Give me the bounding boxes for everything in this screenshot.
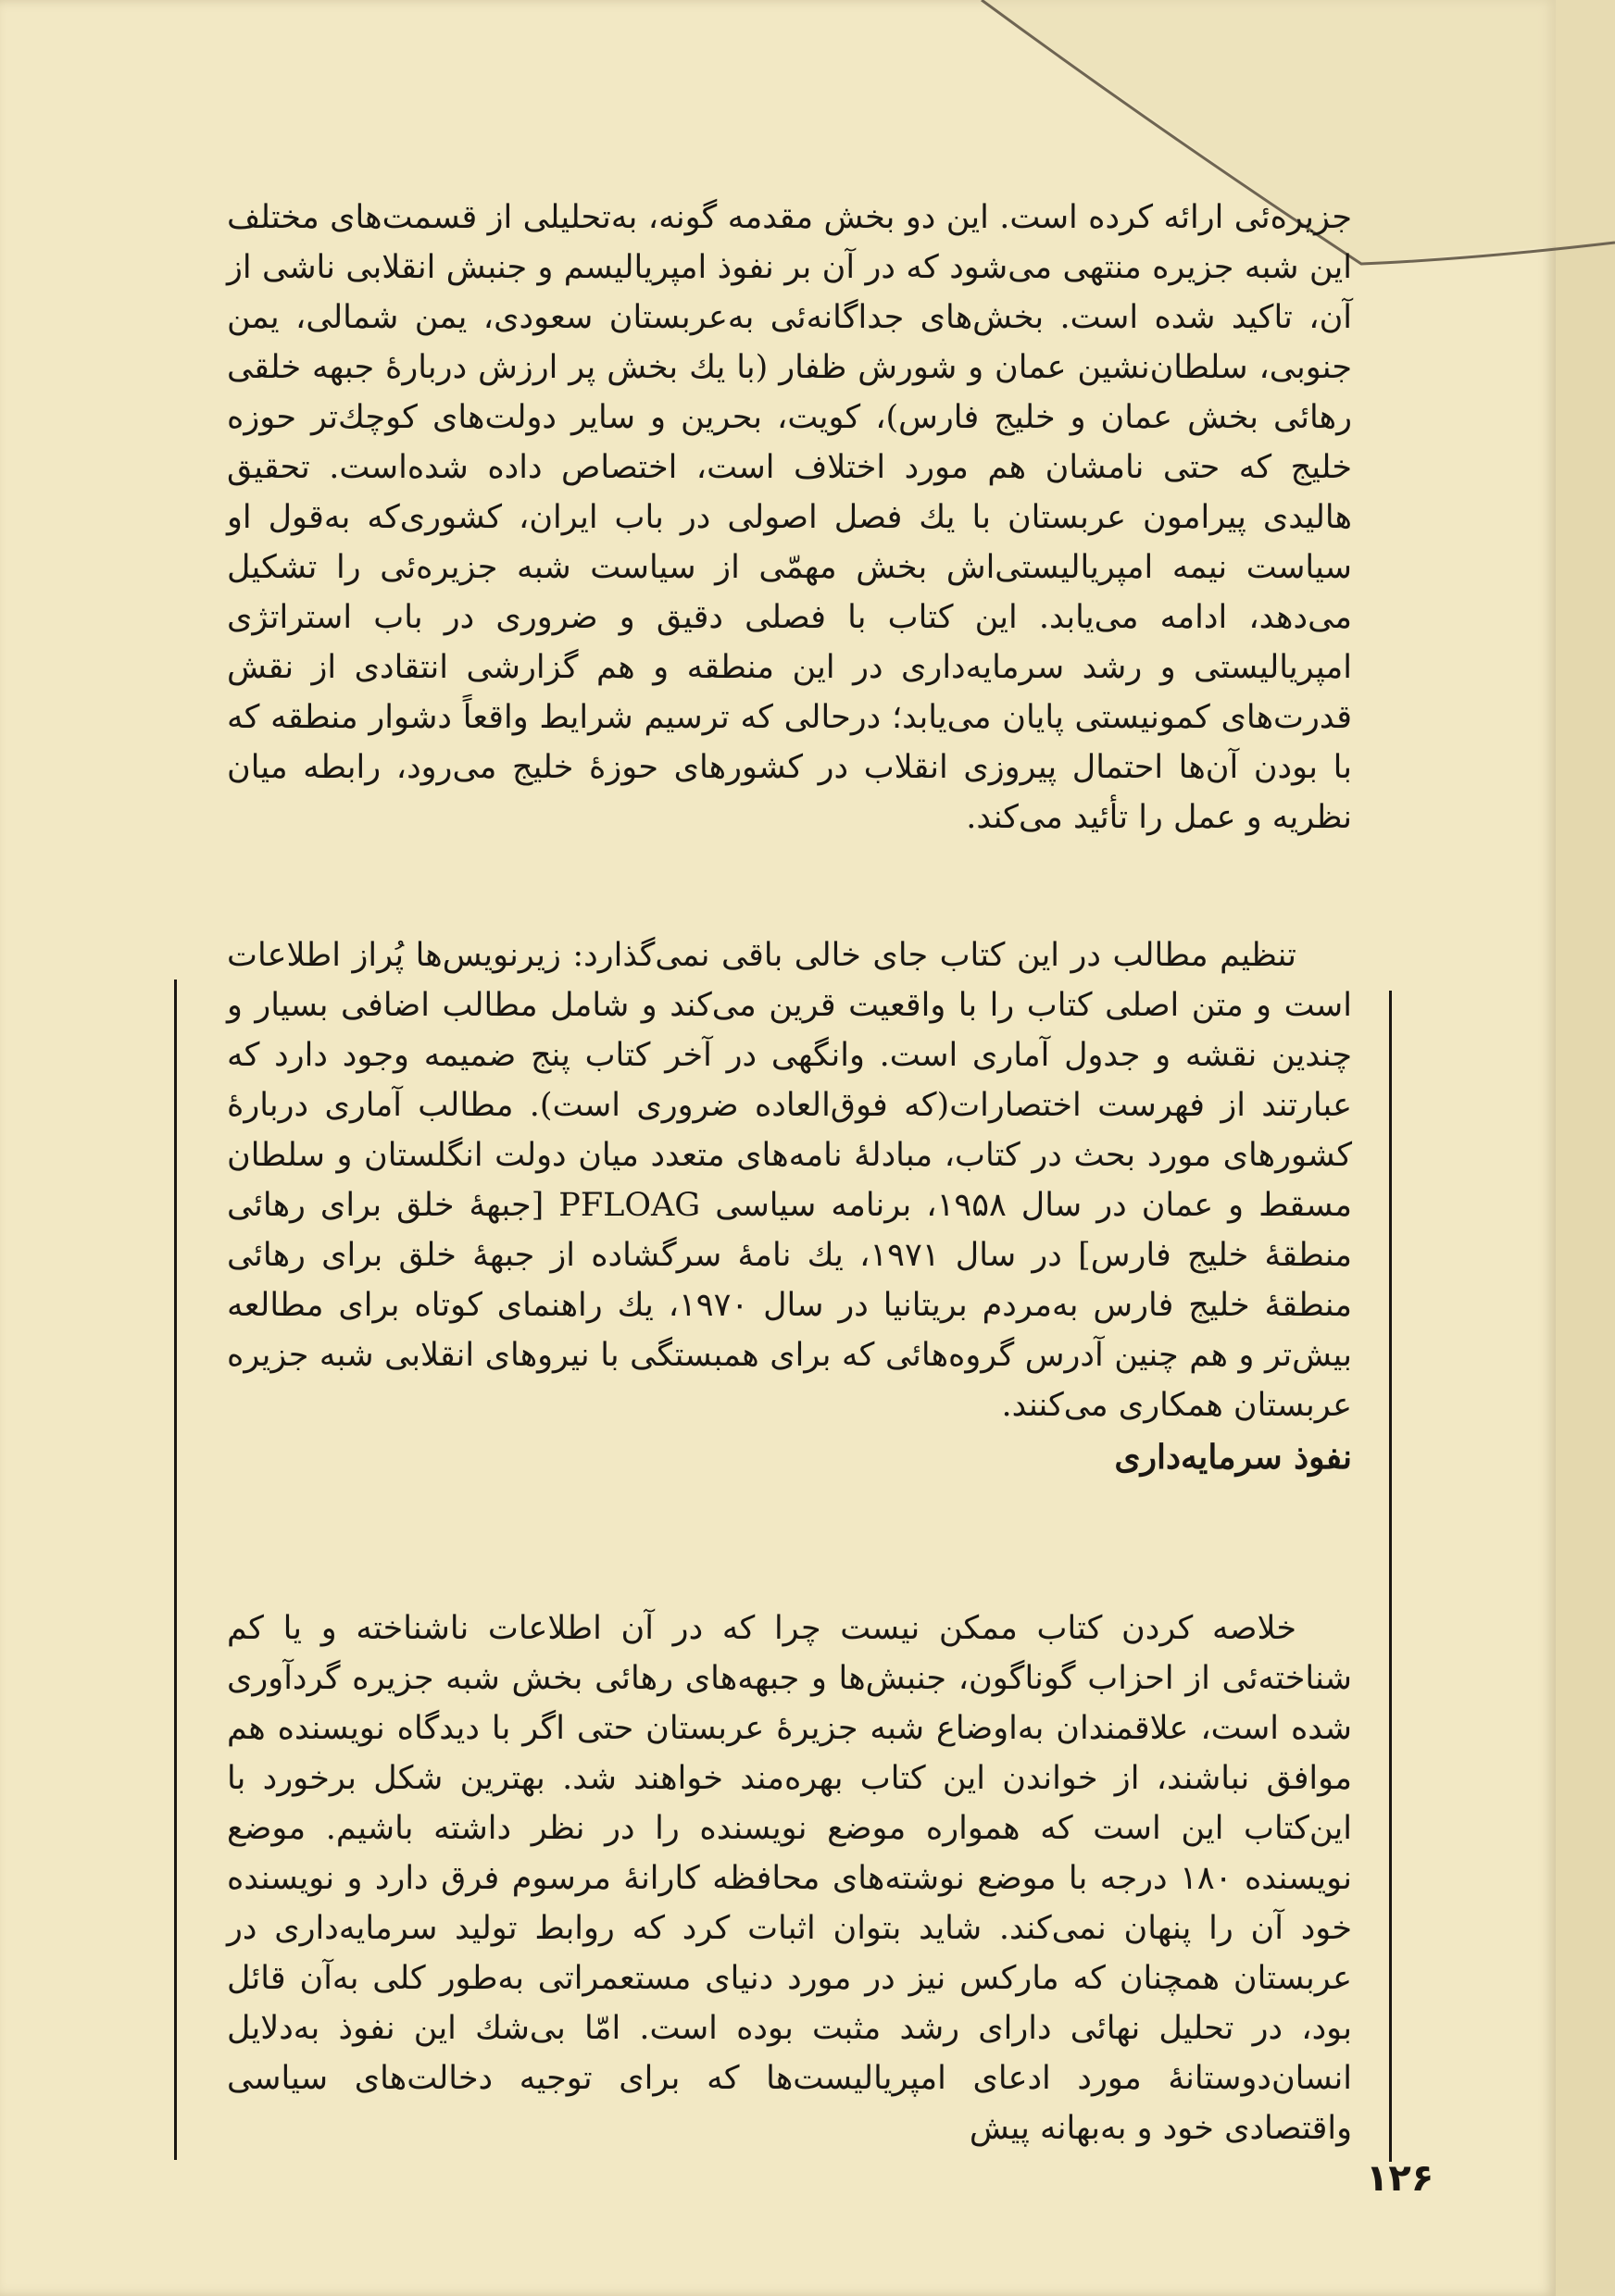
paragraph-2-block	[227, 930, 1352, 1482]
paragraph-1: جزیره‌ئی ارائه کرده است. این دو بخش مقدمه گونه، به‌تحلیلی از قسمت‌های مختلف این شبه جزیره منتهی می‌شود که در آن بر نفوذ امپریالیسم و جنبش انقلابی ناشی از آن، تاکید شده است. بخش‌های جداگانه‌ئی به‌عربستان سعودی، یمن شمالی، یمن جنوبی، سلطان‌نشین عمان و شورش ظفار (با یك بخش پر ارزش دربارهٔ جبهه خلقی رهائی بخش عمان و خلیج فارس)، کویت، بحرین و سایر دولت‌های کوچك‌تر حوزه خلیج که حتی نامشان هم مورد اختلاف است، اختصاص داده شده‌است. تحقیق هالیدی پیرامون عربستان با یك فصل اصولی در باب ایران، کشوری‌که به‌قول او سیاست نیمه امپریالیستی‌اش بخش مهمّی از سیاست شبه جزیره‌ئی را تشکیل می‌دهد، ادامه می‌یابد. این کتاب با فصلی دقیق و ضروری در باب استراتژی امپریالیستی و رشد سرمایه‌داری در این منطقه و هم گزارشی انتقادی از نقش قدرت‌های کمونیستی پایان می‌یابد؛ درحالی که ترسیم شرایط واقعاً دشوار منطقه که با بودن آن‌ها احتمال پیروزی انقلاب در کشورهای حوزهٔ خلیج می‌رود، رابطه میان نظریه و عمل را تأئید می‌کند.	[227, 199, 1352, 836]
margin-line-left	[174, 980, 177, 2160]
paragraph-2: تنظیم مطالب در این کتاب جای خالی باقی نمی‌گذارد: زیرنویس‌ها پُراز اطلاعات است و متن اصلی کتاب را با واقعیت قرین می‌کند و شامل مطالب اضافی بسیار و چندین نقشه و جدول آماری است. وانگهی در آخر کتاب پنج ضمیمه وجود دارد که عبارتند از فهرست اختصارات(که فوق‌العاده ضروری است). مطالب آماری دربارهٔ کشورهای مورد بحث در کتاب، مبادلهٔ نامه‌های متعدد میان دولت انگلستان و سلطان مسقط و عمان در سال ۱۹۵۸، برنامه سیاسی PFLOAG [جبههٔ خلق برای رهائی منطقهٔ خلیج فارس] در سال ۱۹۷۱، یك نامهٔ سرگشاده از جبههٔ خلق برای رهائی منطقهٔ خلیج فارس به‌مردم بریتانیا در سال ۱۹۷۰، یك راهنمای کوتاه برای مطالعه بیش‌تر و هم چنین آدرس گروه‌هائی که برای همبستگی با نیروهای انقلابی شبه جزیره عربستان همکاری می‌کنند.	[227, 937, 1353, 1424]
section-heading: نفوذ سرمایه‌داری	[1114, 1438, 1352, 1477]
paragraph-3-block	[227, 1603, 1352, 2153]
page-number: ۱۲۶	[1366, 2157, 1434, 2200]
margin-line-right	[1389, 991, 1392, 2162]
paragraph-1-block	[227, 193, 1352, 842]
paragraph-3: خلاصه کردن کتاب ممکن نیست چرا که در آن اطلاعات ناشناخته و یا کم شناخته‌ئی از احزاب گوناگون، جنبش‌ها و جبهه‌های رهائی بخش شبه جزیره گردآوری شده است، علاقمندان به‌اوضاع شبه جزیرهٔ عربستان حتی اگر با دیدگاه نویسنده هم موافق نباشند، از خواندن این کتاب بهره‌مند خواهند شد. بهترین شکل برخورد با این‌کتاب این است که همواره موضع نویسنده را در نظر داشته باشیم. موضع نویسنده ۱۸۰ درجه با موضع نوشته‌های محافظه کارانهٔ مرسوم فرق دارد و نویسنده خود آن را پنهان نمی‌کند. شاید بتوان اثبات کرد که روابط تولید سرمایه‌داری در عربستان همچنان که مارکس نیز در مورد دنیای مستعمراتی به‌طور کلی به‌آن قائل بود، در تحلیل نهائی دارای رشد مثبت بوده است. امّا بی‌شك این نفوذ به‌دلایل انسان‌دوستانهٔ مورد ادعای امپریالیست‌ها که برای توجیه دخالت‌های سیاسی واقتصادی خود و به‌بهانه پیش	[227, 1610, 1352, 2147]
